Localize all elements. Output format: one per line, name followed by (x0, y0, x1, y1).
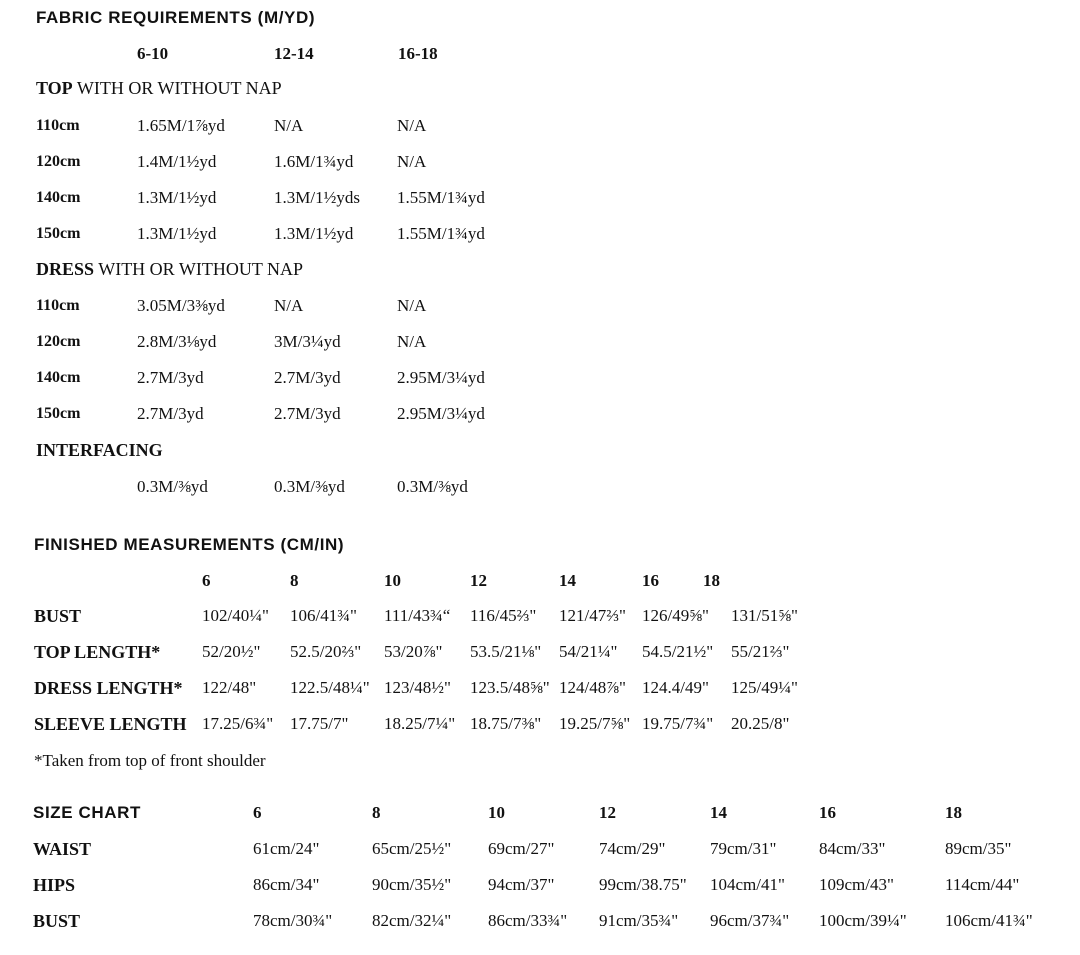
sizechart-cell: 90cm/35½" (372, 875, 452, 894)
section-title-bold: TOP (36, 78, 73, 98)
finished-cell: 123/48½" (384, 678, 451, 697)
fabric-cell: 2.8M/3⅛yd (137, 332, 217, 351)
fabric-cell: 1.3M/1½yd (274, 224, 354, 243)
fabric-cell: N/A (397, 152, 427, 171)
section-title-rest: WITH OR WITHOUT NAP (72, 78, 282, 98)
finished-cell: 52/20½" (202, 642, 261, 661)
finished-cell: 55/21⅔" (731, 642, 790, 661)
interfacing-title: INTERFACING (36, 440, 163, 460)
finished-cell: 20.25/8" (731, 714, 790, 733)
sizechart-size-header: 16 (819, 803, 836, 822)
finished-cell: 121/47⅔" (559, 606, 626, 625)
sizechart-size-header: 12 (599, 803, 616, 822)
finished-size-header: 12 (470, 571, 487, 590)
fabric-cell: 1.65M/1⅞yd (137, 116, 225, 135)
sizechart-cell: 86cm/33¾" (488, 911, 568, 930)
finished-cell: 18.25/7¼" (384, 714, 456, 733)
sizechart-cell: 94cm/37" (488, 875, 555, 894)
finished-cell: 131/51⅝" (731, 606, 798, 625)
fabric-cell: 1.3M/1½yds (274, 188, 360, 207)
sizechart-cell: 99cm/38.75" (599, 875, 687, 894)
fabric-size-header: 16-18 (398, 44, 438, 63)
fabric-cell: 2.7M/3yd (274, 404, 341, 423)
sizechart-cell: 61cm/24" (253, 839, 320, 858)
fabric-width-label: 150cm (36, 405, 81, 422)
fabric-width-label: 110cm (36, 117, 80, 134)
sizechart-row-label: HIPS (33, 875, 76, 895)
finished-cell: 106/41¾" (290, 606, 357, 625)
fabric-width-label: 140cm (36, 369, 81, 386)
finished-cell: 124.4/49" (642, 678, 709, 697)
finished-cell: 19.25/7⅝" (559, 714, 631, 733)
sizechart-cell: 84cm/33" (819, 839, 886, 858)
fabric-size-header: 6-10 (137, 44, 169, 63)
finished-cell: 125/49¼" (731, 678, 798, 697)
sizechart-cell: 106cm/41¾" (945, 911, 1033, 930)
finished-cell: 126/49⅝" (642, 606, 709, 625)
sizechart-cell: 89cm/35" (945, 839, 1012, 858)
fabric-cell: 1.4M/1½yd (137, 152, 217, 171)
fabric-width-label: 120cm (36, 333, 81, 350)
finished-size-header: 8 (290, 571, 299, 590)
finished-cell: 54/21¼" (559, 642, 618, 661)
sizechart-size-header: 14 (710, 803, 727, 822)
finished-size-header: 10 (384, 571, 401, 590)
sizechart-cell: 100cm/39¼" (819, 911, 907, 930)
fabric-requirements-title: FABRIC REQUIREMENTS (M/YD) (36, 8, 316, 27)
sizechart-row-label: WAIST (33, 839, 92, 859)
fabric-cell: 1.55M/1¾yd (397, 224, 485, 243)
sizechart-cell: 79cm/31" (710, 839, 777, 858)
sizechart-cell: 78cm/30¾" (253, 911, 333, 930)
sizechart-row-label: BUST (33, 911, 81, 931)
fabric-cell: 2.95M/3¼yd (397, 368, 485, 387)
finished-row-label: BUST (34, 606, 82, 626)
finished-cell: 122.5/48¼" (290, 678, 370, 697)
fabric-cell: N/A (274, 116, 304, 135)
finished-cell: 124/48⅞" (559, 678, 626, 697)
finished-cell: 54.5/21½" (642, 642, 714, 661)
fabric-cell: N/A (397, 296, 427, 315)
footnote: *Taken from top of front shoulder (34, 751, 266, 770)
dress-section-title (36, 259, 303, 280)
fabric-size-header: 12-14 (274, 44, 314, 63)
sizechart-cell: 104cm/41" (710, 875, 785, 894)
finished-size-header: 14 (559, 571, 576, 590)
sizechart-cell: 91cm/35¾" (599, 911, 679, 930)
fabric-cell: 2.7M/3yd (274, 368, 341, 387)
sizechart-size-header: 8 (372, 803, 381, 822)
size-chart-title: SIZE CHART (33, 803, 141, 822)
finished-cell: 18.75/7⅜" (470, 714, 542, 733)
fabric-cell: 1.3M/1½yd (137, 224, 217, 243)
sizechart-cell: 114cm/44" (945, 875, 1020, 894)
fabric-width-label: 150cm (36, 225, 81, 242)
sizechart-size-header: 10 (488, 803, 505, 822)
fabric-width-label: 110cm (36, 297, 80, 314)
sizechart-cell: 74cm/29" (599, 839, 666, 858)
sizechart-size-header: 18 (945, 803, 962, 822)
interfacing-cell: 0.3M/⅜yd (397, 477, 468, 496)
fabric-cell: N/A (397, 332, 427, 351)
fabric-cell: 1.6M/1¾yd (274, 152, 354, 171)
fabric-width-label: 140cm (36, 189, 81, 206)
interfacing-cell: 0.3M/⅜yd (137, 477, 208, 496)
fabric-cell: 2.7M/3yd (137, 368, 204, 387)
fabric-cell: 1.55M/1¾yd (397, 188, 485, 207)
sizechart-cell: 65cm/25½" (372, 839, 452, 858)
fabric-cell: N/A (397, 116, 427, 135)
finished-row-label: DRESS LENGTH* (34, 678, 183, 698)
interfacing-cell: 0.3M/⅜yd (274, 477, 345, 496)
finished-size-header: 6 (202, 571, 211, 590)
finished-cell: 53/20⅞" (384, 642, 443, 661)
finished-cell: 19.75/7¾" (642, 714, 714, 733)
sizechart-size-header: 6 (253, 803, 262, 822)
fabric-cell: 1.3M/1½yd (137, 188, 217, 207)
sizechart-cell: 109cm/43" (819, 875, 894, 894)
finished-cell: 17.25/6¾" (202, 714, 274, 733)
fabric-cell: 2.95M/3¼yd (397, 404, 485, 423)
finished-size-header: 18 (703, 571, 720, 590)
top-section-title (36, 78, 282, 99)
section-title-rest: WITH OR WITHOUT NAP (94, 259, 304, 279)
finished-cell: 53.5/21⅛" (470, 642, 542, 661)
sizechart-cell: 86cm/34" (253, 875, 320, 894)
fabric-cell: 2.7M/3yd (137, 404, 204, 423)
fabric-cell: N/A (274, 296, 304, 315)
fabric-cell: 3M/3¼yd (274, 332, 341, 351)
finished-cell: 122/48" (202, 678, 257, 697)
finished-cell: 111/43¾“ (384, 606, 451, 625)
finished-measurements-title: FINISHED MEASUREMENTS (CM/IN) (34, 535, 345, 554)
fabric-cell: 3.05M/3⅜yd (137, 296, 225, 315)
finished-cell: 116/45⅔" (470, 606, 537, 625)
sizechart-cell: 69cm/27" (488, 839, 555, 858)
finished-cell: 123.5/48⅝" (470, 678, 550, 697)
finished-row-label: TOP LENGTH* (34, 642, 161, 662)
finished-cell: 52.5/20⅔" (290, 642, 362, 661)
fabric-width-label: 120cm (36, 153, 81, 170)
sizechart-cell: 82cm/32¼" (372, 911, 452, 930)
finished-cell: 17.75/7" (290, 714, 349, 733)
finished-size-header: 16 (642, 571, 659, 590)
finished-row-label: SLEEVE LENGTH (34, 714, 187, 734)
finished-cell: 102/40¼" (202, 606, 269, 625)
section-title-bold: DRESS (36, 259, 95, 279)
sizechart-cell: 96cm/37¾" (710, 911, 790, 930)
